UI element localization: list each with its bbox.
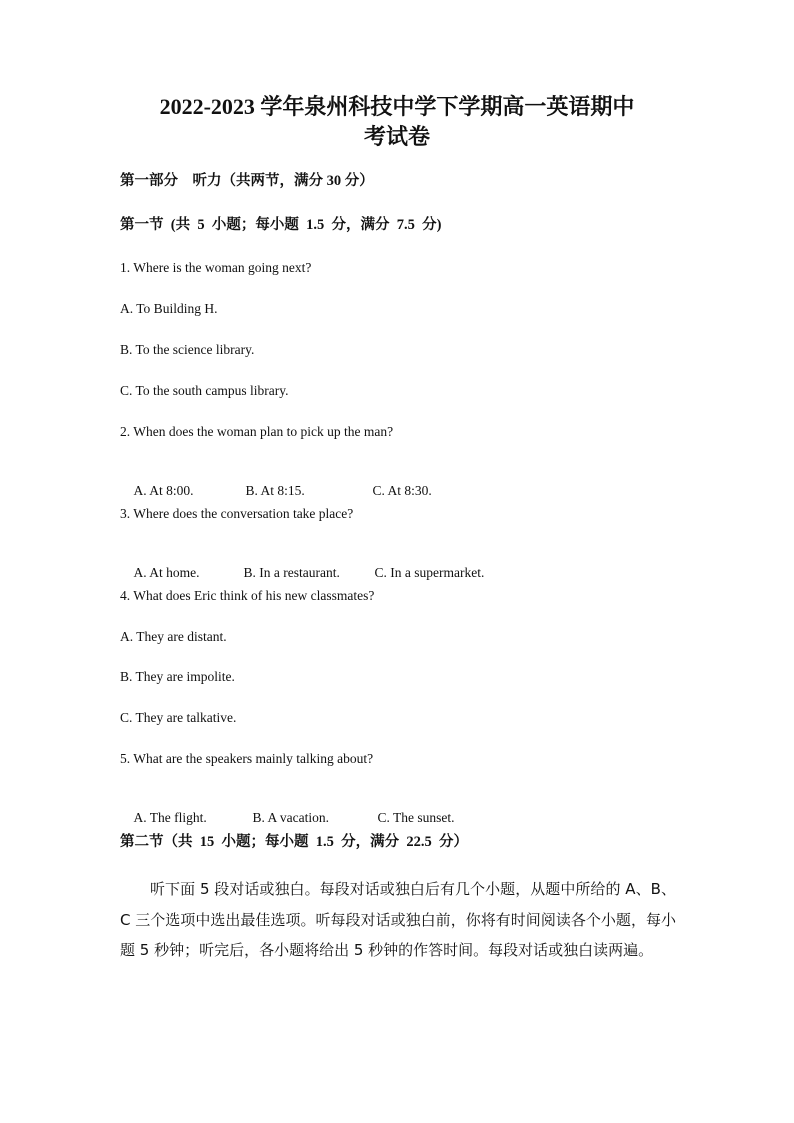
- exam-title-line-2: 考试卷: [363, 124, 430, 149]
- exam-title-line-1: 2022-2023 学年泉州科技中学下学期高一英语期中: [159, 94, 635, 119]
- question-5-option-b: B. A vacation.: [252, 810, 329, 825]
- question-1-option-c: C. To the south campus library.: [120, 383, 289, 398]
- section2-instructions: 听下面 5 段对话或独白。每段对话或独白后有几个小题，从题中所给的 A、B、C 三个选项中选出最佳选项。听每段对话或独白前，你将有时间阅读各个小题，每小题 5 秒钟；听完后，各小题将给出 5 秒钟的作答时间。每段对话或独白读两遍。: [120, 880, 676, 959]
- question-1: 1. Where is the woman going next?: [120, 260, 312, 275]
- part1-heading: 第一部分 听力（共两节，满分 30 分）: [120, 173, 374, 189]
- question-4-option-a: A. They are distant.: [120, 629, 227, 644]
- question-2-option-a: A. At 8:00.: [133, 483, 194, 498]
- question-3-option-a: A. At home.: [133, 565, 200, 580]
- question-2: 2. When does the woman plan to pick up the man?: [120, 424, 394, 439]
- question-5-option-a: A. The flight.: [133, 810, 207, 825]
- question-5: 5. What are the speakers mainly talking about?: [120, 751, 374, 766]
- question-4-option-c: C. They are talkative.: [120, 710, 237, 725]
- question-2-option-c: C. At 8:30.: [372, 483, 432, 498]
- exam-title: [120, 92, 674, 152]
- question-1-option-b: B. To the science library.: [120, 342, 255, 357]
- question-1-option-a: A. To Building H.: [120, 301, 218, 316]
- question-5-option-c: C. The sunset.: [377, 810, 455, 825]
- section1-heading: 第一节 (共 5 小题；每小题 1.5 分，满分 7.5 分): [120, 217, 442, 233]
- question-4-option-b: B. They are impolite.: [120, 669, 235, 684]
- question-3-option-c: C. In a supermarket.: [374, 565, 485, 580]
- question-3-option-b: B. In a restaurant.: [243, 565, 340, 580]
- question-3: 3. Where does the conversation take place?: [120, 506, 354, 521]
- question-4: 4. What does Eric think of his new classmates?: [120, 588, 375, 603]
- question-2-option-b: B. At 8:15.: [245, 483, 305, 498]
- section2-heading: 第二节（共 15 小题；每小题 1.5 分，满分 22.5 分）: [120, 834, 468, 850]
